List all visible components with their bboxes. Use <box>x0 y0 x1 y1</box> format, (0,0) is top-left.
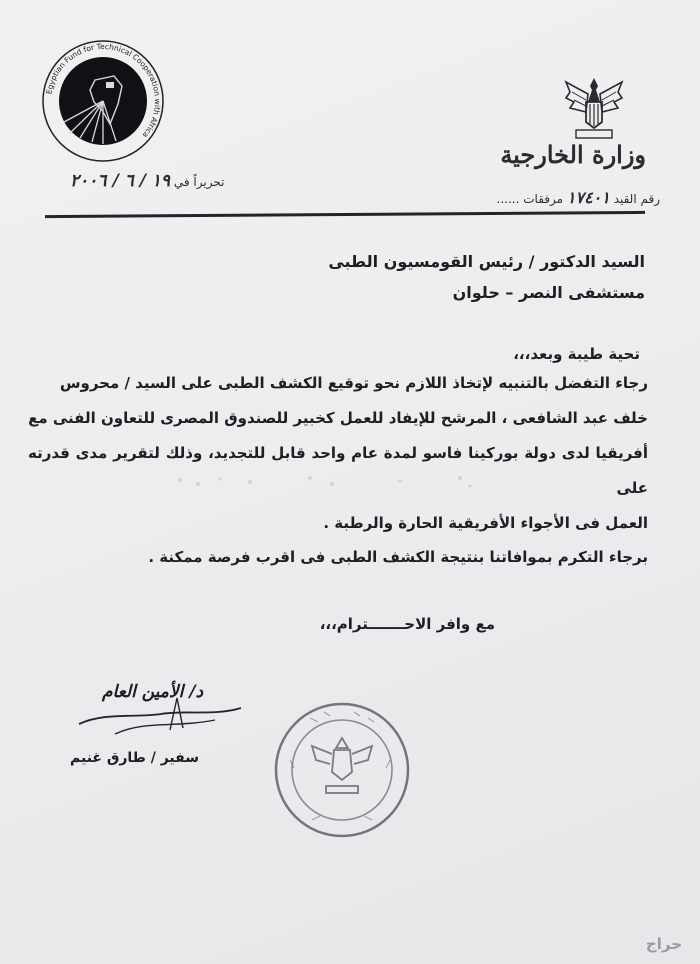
redaction-smudge <box>160 472 490 498</box>
fund-seal-logo <box>40 38 166 164</box>
watermark: حراج <box>645 935 682 953</box>
body-line: خلف عبد الشافعى ، المرشح للإيفاد للعمل كخبير للصندوق المصرى للتعاون الفنى مع <box>28 409 648 427</box>
signatory-name: سفير / طارق غنيم <box>70 750 199 766</box>
body-line: العمل فى الأجواء الأفريقية الحارة والرطبة . <box>323 514 648 532</box>
reference-line <box>497 188 660 207</box>
ministry-name: وزارة الخارجية <box>500 140 646 169</box>
date-line <box>70 171 224 191</box>
addressee-line-1: السيد الدكتور / رئيس القومسيون الطبى <box>328 252 645 271</box>
official-stamp <box>272 700 412 840</box>
fund-seal-ring-text: Egyptian Fund for Technical Cooperation with Africa <box>44 41 163 140</box>
body-line: رجاء التفضل بالتنبيه لإتخاذ اللازم نحو توقيع الكشف الطبى على السيد / محروس <box>59 374 648 392</box>
greeting: تحية طيبة وبعد،،، <box>513 345 640 363</box>
ref-label: رقم القيد <box>613 192 660 206</box>
attachments-label: مرفقات ...... <box>496 192 564 206</box>
closing-line: مع وافر الاحـــــــترام،،، <box>319 615 495 633</box>
addressee-line-2: مستشفى النصر – حلوان <box>452 283 645 302</box>
date-label: تحريراً في <box>173 175 225 189</box>
letter-body <box>28 366 648 541</box>
body-line: أفريقيا لدى دولة بوركينا فاسو لمدة عام واحد قابل للتجديد، وذلك لتقرير مدى قدرته على <box>28 444 648 497</box>
ref-number: ١٧٤٠١ <box>566 188 610 207</box>
header-divider <box>45 211 645 218</box>
request-line: برجاء التكرم بموافاتنا بنتيجة الكشف الطبى فى اقرب فرصة ممكنة . <box>148 548 648 566</box>
handwritten-signature <box>75 690 245 740</box>
egypt-eagle-emblem-icon <box>562 72 626 142</box>
date-value: ١٩ / ٦ / ٢٠٠٦ <box>70 171 171 191</box>
signatory-title: د/ الأمين العام <box>102 682 204 702</box>
